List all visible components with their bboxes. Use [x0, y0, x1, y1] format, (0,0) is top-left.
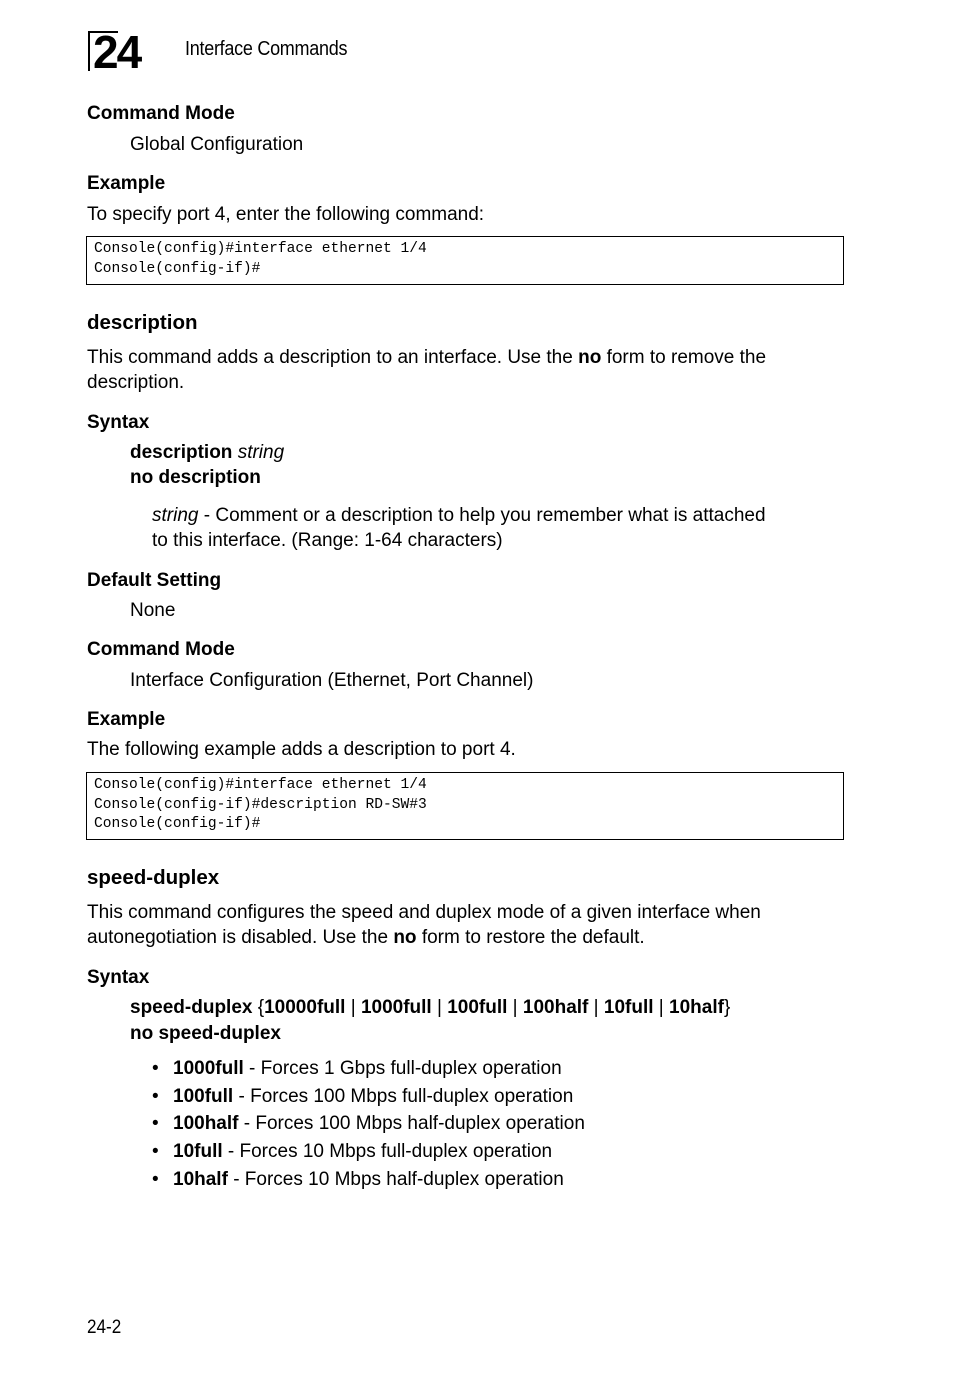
intro-text: autonegotiation is disabled. Use the: [87, 927, 394, 948]
syntax-option: 10full: [603, 997, 654, 1018]
option-term: 1000full: [173, 1058, 244, 1079]
example-heading: Example: [87, 173, 166, 194]
syntax-no-line: [130, 1021, 281, 1046]
syntax-no-command: no speed-duplex: [130, 1023, 281, 1044]
default-setting-heading: Default Setting: [87, 570, 222, 591]
command-title-description: description: [87, 311, 198, 334]
list-item: [0, 1058, 954, 1083]
parameter-text: - Comment or a description to help you remember what is attached: [198, 505, 766, 526]
example-heading: Example: [87, 709, 166, 730]
command-mode-heading: Command Mode: [87, 103, 235, 124]
syntax-heading: Syntax: [87, 412, 150, 433]
option-term: 10full: [173, 1141, 223, 1162]
bullet-icon: •: [152, 1058, 159, 1079]
chapter-title: Interface Commands: [185, 38, 348, 60]
command-mode-value: Interface Configuration (Ethernet, Port Channel): [130, 670, 534, 691]
command-mode-value: Global Configuration: [130, 134, 304, 155]
code-line: Console(config-if)#: [94, 260, 261, 277]
list-item: [0, 1141, 954, 1166]
code-block: [86, 772, 844, 840]
option-description: - Forces 1 Gbps full-duplex operation: [243, 1058, 562, 1079]
speed-duplex-intro: This command configures the speed and duplex mode of a given interface when: [87, 902, 761, 923]
list-item: [0, 1086, 954, 1111]
command-mode-heading: Command Mode: [87, 639, 235, 660]
bullet-icon: •: [152, 1141, 159, 1162]
option-description: - Forces 100 Mbps full-duplex operation: [233, 1086, 574, 1107]
parameter-description: [152, 503, 766, 528]
intro-text: This command adds a description to an interface. Use the: [87, 347, 579, 368]
syntax-heading: Syntax: [87, 967, 150, 988]
chapter-number: 24: [93, 28, 141, 74]
syntax-option: 100full: [447, 997, 508, 1018]
parameter-name: string: [152, 505, 199, 526]
command-title-speed-duplex: speed-duplex: [87, 866, 220, 889]
syntax-brace-open: {: [252, 997, 265, 1018]
code-line: Console(config)#interface ethernet 1/4: [94, 777, 427, 793]
page-number: 24-2: [87, 1317, 122, 1338]
description-intro-line2: description.: [87, 372, 185, 393]
default-setting-value: None: [130, 600, 176, 621]
syntax-command: description: [130, 442, 233, 463]
chapter-number-badge: [88, 28, 168, 74]
syntax-option: 100half: [522, 997, 589, 1018]
code-line: Console(config-if)#description RD-SW#3: [94, 796, 427, 813]
syntax-separator: |: [345, 997, 361, 1018]
option-description: - Forces 100 Mbps half-duplex operation: [238, 1113, 585, 1134]
speed-duplex-intro-line2: [87, 925, 645, 950]
syntax-line: [130, 440, 284, 465]
option-description: - Forces 10 Mbps full-duplex operation: [222, 1141, 553, 1162]
description-intro: [87, 345, 766, 370]
no-keyword: no: [578, 347, 602, 368]
bullet-icon: •: [152, 1113, 159, 1134]
syntax-separator: |: [653, 997, 670, 1018]
option-term: 100half: [173, 1113, 239, 1134]
no-keyword: no: [393, 927, 417, 948]
bullet-icon: •: [152, 1169, 159, 1190]
syntax-line: [130, 995, 730, 1020]
code-line: Console(config)#interface ethernet 1/4: [94, 241, 427, 257]
syntax-separator: |: [588, 997, 604, 1018]
list-item: [0, 1169, 954, 1194]
code-line: Console(config-if)#: [94, 816, 261, 832]
chapter-number-graphic: [88, 28, 168, 74]
intro-text: form to restore the default.: [416, 927, 645, 948]
option-term: 10half: [173, 1169, 228, 1190]
option-term: 100full: [173, 1086, 234, 1107]
syntax-brace-close: }: [723, 997, 731, 1018]
syntax-no-command: no description: [130, 467, 261, 488]
bullet-icon: •: [152, 1086, 159, 1107]
parameter-description-line2: to this interface. (Range: 1-64 characters): [152, 530, 503, 551]
example-text: The following example adds a description to port 4.: [87, 739, 516, 760]
intro-text: form to remove the: [601, 347, 767, 368]
syntax-option: 10000full: [264, 997, 346, 1018]
syntax-separator: |: [507, 997, 523, 1018]
option-description: - Forces 10 Mbps half-duplex operation: [227, 1169, 564, 1190]
syntax-option: 1000full: [360, 997, 432, 1018]
syntax-separator: |: [431, 997, 448, 1018]
list-item: [0, 1113, 954, 1138]
syntax-option: 10half: [669, 997, 724, 1018]
code-block: [86, 236, 844, 285]
syntax-command: speed-duplex: [130, 997, 253, 1018]
example-text: To specify port 4, enter the following command:: [87, 204, 485, 225]
syntax-argument: string: [237, 442, 285, 463]
syntax-no-line: [130, 465, 261, 490]
